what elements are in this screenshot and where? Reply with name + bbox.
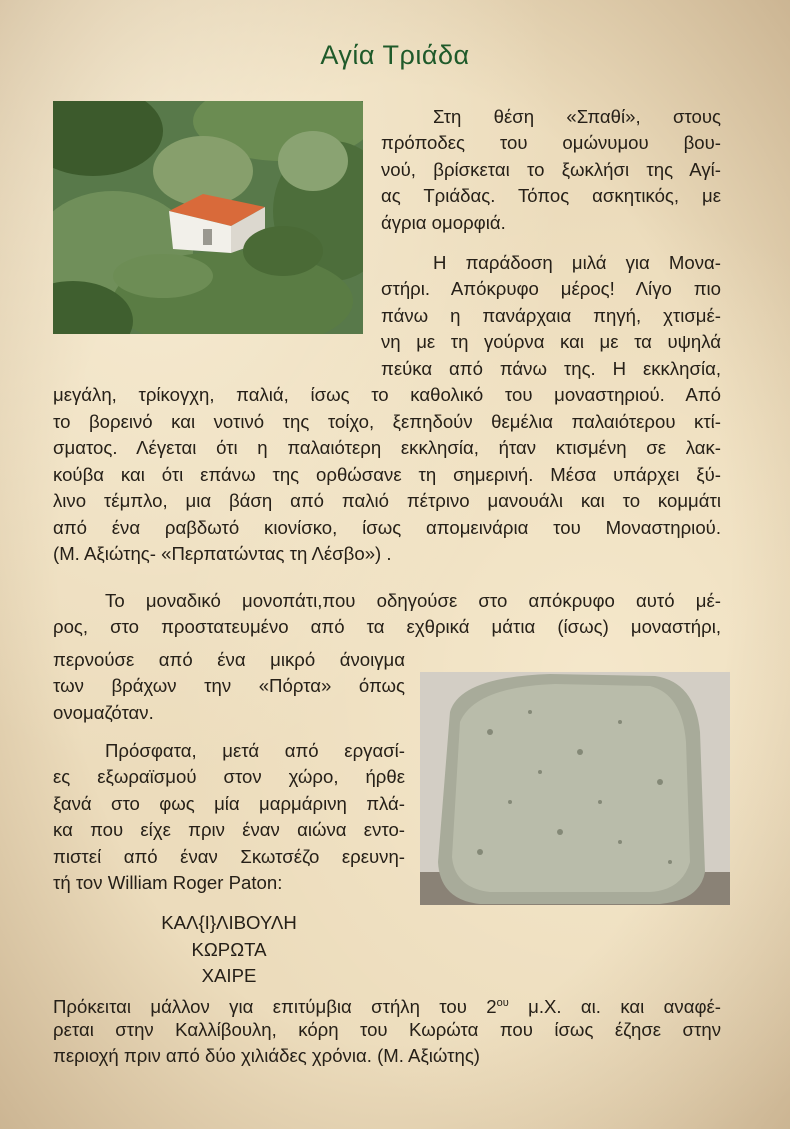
paragraph-line: των βράχων την «Πόρτα» όπως: [53, 675, 405, 696]
paragraph-line: μεγάλη, τρίκογχη, παλιά, ίσως το καθολικό του μοναστηριού. Από: [53, 384, 721, 405]
paragraph-line: περιοχή πριν από δύο χιλιάδες χρόνια. (Μ. Αξιώτης): [53, 1045, 481, 1066]
paragraph-line: νη με τη γούρνα και με τα υψηλά: [381, 331, 721, 352]
paragraph-line: κα που είχε πριν έναν αιώνα εντο-: [53, 819, 405, 840]
paragraph-line: ρος, στο προστατευμένο από τα εχθρικά μάτια (ίσως) μοναστήρι,: [53, 616, 721, 637]
paragraph-line: Στη θέση «Σπαθί», στους: [433, 106, 721, 127]
paragraph-line: ονομαζόταν.: [53, 702, 154, 723]
paragraph-line: νού, βρίσκεται το ξωκλήσι της Αγί-: [381, 159, 721, 180]
paragraph-line: (Μ. Αξιώτης- «Περπατώντας τη Λέσβο») .: [53, 543, 392, 564]
paragraph-line: ες εξωραϊσμού στον χώρο, ήρθε: [53, 766, 405, 787]
paragraph-line: στήρι. Απόκρυφο μέρος! Λίγο πιο: [381, 278, 721, 299]
paragraph-line: πρόποδες του ομώνυμου βου-: [381, 132, 721, 153]
paragraph-line: πάνω η πανάρχαια πηγή, χτισμέ-: [381, 305, 721, 326]
inscription-line: ΧΑΙΡΕ: [201, 965, 257, 986]
inscription-line: ΚΩΡΩΤΑ: [191, 939, 267, 960]
paragraph-line: [53, 990, 721, 1021]
paragraph-line: πεύκα από πάνω της. Η εκκλησία,: [381, 358, 721, 379]
marble-stele-photo: [420, 672, 730, 905]
paragraph-line: Η παράδοση μιλά για Μονα-: [433, 252, 721, 273]
chapel-photo: [53, 101, 363, 334]
paragraph-line: πιστεί από έναν Σκωτσέζο ερευνη-: [53, 846, 405, 867]
page-title: Αγία Τριάδα: [320, 40, 470, 70]
superscript: ου: [496, 997, 509, 1009]
paragraph-line: ρεται στην Καλλίβουλη, κόρη του Κωρώτα που ίσως έζησε στην: [53, 1019, 721, 1040]
paragraph-line: Πρόσφατα, μετά από εργασί-: [105, 740, 405, 761]
paragraph-text: Πρόκειται μάλλον για επιτύμβια στήλη του 2: [53, 996, 497, 1018]
paragraph-text: μ.Χ. αι. και αναφέ-: [508, 996, 721, 1018]
paragraph-line: από ένα ραβδωτό κιονίσκο, ίσως απομεινάρια του Μοναστηριού.: [53, 517, 721, 538]
paragraph-line: Το μοναδικό μονοπάτι,που οδηγούσε στο απόκρυφο αυτό μέ-: [105, 590, 721, 611]
paragraph-line: λινο τέμπλο, μια βάση από παλιό πέτρινο μανουάλι και το κομμάτι: [53, 490, 721, 511]
paragraph-line: ας Τριάδας. Τόπος ασκητικός, με: [381, 185, 721, 206]
paragraph-line: περνούσε από ένα μικρό άνοιγμα: [53, 649, 405, 670]
paragraph-line: κούβα και ότι επάνω της ορθώσανε τη σημερινή. Μέσα υπάρχει ξύ-: [53, 464, 721, 485]
paragraph-line: σματος. Λέγεται ότι η παλαιότερη εκκλησία, ήταν κτισμένη σε λακ-: [53, 437, 721, 458]
paragraph-line: τή τον William Roger Paton:: [53, 872, 283, 893]
paragraph-line: άγρια ομορφιά.: [381, 212, 506, 233]
inscription-line: ΚΑΛ{Ι}ΛΙΒΟΥΛΗ: [161, 912, 297, 933]
paragraph-line: το βορεινό και νοτινό της τοίχο, ξεπηδούν θεμέλια παλαιότερου κτί-: [53, 411, 721, 432]
paragraph-line: ξανά στο φως μία μαρμάρινη πλά-: [53, 793, 405, 814]
